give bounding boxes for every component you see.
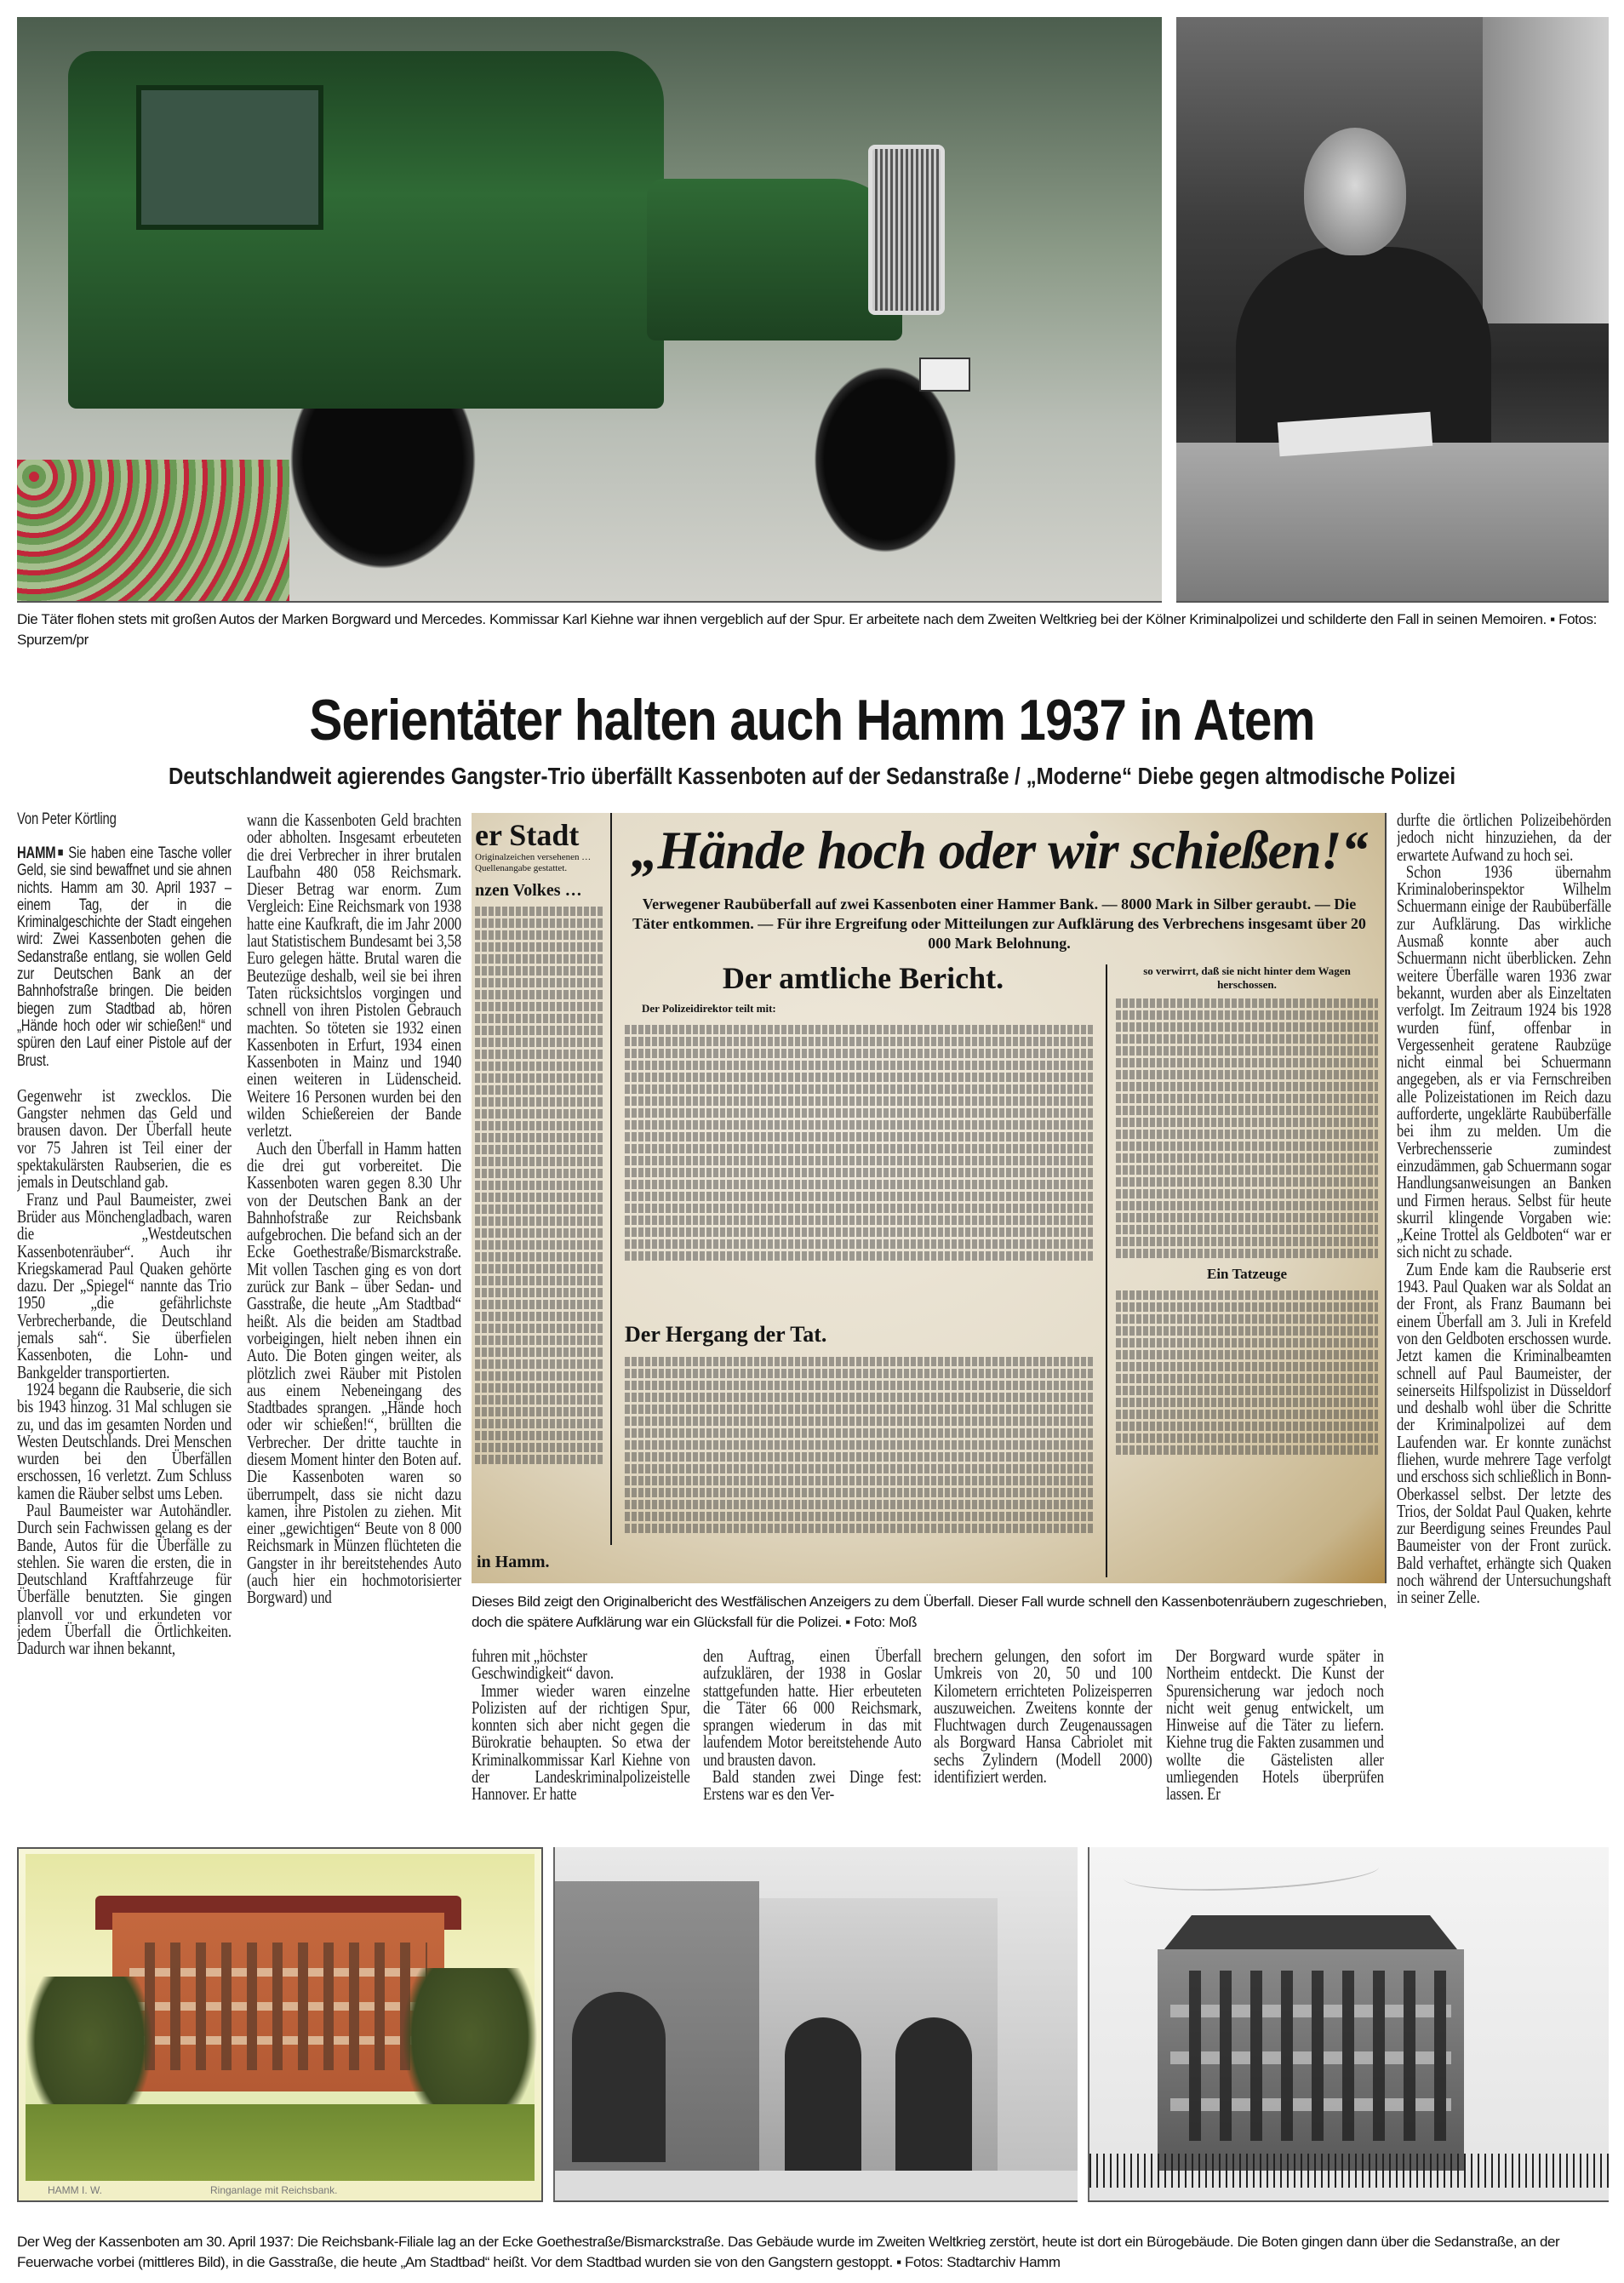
text-column-7: [1397, 811, 1611, 1833]
paragraph: den Auftrag, einen Überfall aufzuklären, der 1938 in Goslar stattgefunden hatte. Hier erbeuteten die Täter 66 000 Reichsmark, sprangen wiederum in das mit laufendem Motor bereitstehende Auto und brausten davon.: [703, 1647, 922, 1770]
car-window: [136, 85, 323, 230]
dateline: HAMM: [17, 844, 56, 862]
paragraph: brechern gelungen, den sofort im Umkreis von 20, 50 und 100 Kilometern errichteten Polizeisperren auszuweichen. Zweitens konnte der Fluchtwagen durch Zeugenaussagen als Borgward Hansa Cabriolet mit sechs Zylindern (Modell 2000) identifiziert werden.: [934, 1647, 1152, 1788]
text-column-5: [934, 1647, 1152, 1833]
clipping-left-column: [472, 813, 612, 1545]
lead-paragraph: [17, 845, 232, 1070]
text-column-6: [1166, 1647, 1384, 1833]
vintage-car-photo: [17, 17, 1162, 603]
text-column-2: [247, 811, 461, 1833]
commissioner-portrait-photo: [1176, 17, 1609, 603]
clipping-right-lead: so verwirrt, daß sie nicht hinter dem Wagen herschossen.: [1143, 964, 1351, 991]
paragraph: Gegenwehr ist zwecklos. Die Gangster nehmen das Geld und brausen davon. Der Überfall heute vor 75 Jahren ist Teil einer der spektakulärsten Raubserien, die es jemals in Deutschland gab.: [17, 1084, 232, 1193]
paragraph: wann die Kassenboten Geld brachten oder abholten. Insgesamt erbeuteten die drei Verbrecher in ihrer brutalen Laufbahn 480 058 Reichsmark. Dieser Betrag war enorm. Zum Vergleich: Eine Reichsmark von 1938 hatte eine Kaufkraft, die im Jahr 2000 laut Statistischem Bundesamt bei 3,58 Euro gelegen hätte. Brutal waren die Beutezüge deshalb, weil sie bei ihren Taten rücksichtslos vorgingen und schnell von ihren Pistolen Gebrauch machten. So töteten sie 1932 einen Kassenboten in Erfurt, 1934 einen Kassenboten in Mainz und 1940 einen weiteren in Lüdenscheid. Weitere 16 Personen wurden bei den wilden Schießereien der Bande verletzt.: [247, 811, 461, 1142]
postcard-handwriting-stroke: [1123, 1847, 1380, 1898]
text-column-4: [703, 1647, 922, 1833]
square-bullet-icon: [59, 850, 63, 855]
car-number-plate: [919, 358, 970, 392]
clipping-caption: Dieses Bild zeigt den Originalbericht des Westfälischen Anzeigers zu dem Überfall. Dieser Fall wurde schnell den Kassenbotenräubern zugeschrieben, doch die spätere Aufklärung war ein Glücksfall für die Polizei. ▪ Foto: Moß: [472, 1594, 1387, 1630]
clipping-left-title: er Stadt: [475, 818, 580, 852]
building-archway: [572, 1992, 666, 2162]
top-photo-caption: Die Täter flohen stets mit großen Autos der Marken Borgward und Mercedes. Kommissar Karl Kiehne war ihnen vergeblich auf der Spur. Er arbeitete nach dem Zweiten Weltkrieg bei der Kölner Kriminalpolizei und schilderte den Fall in seinen Memoiren. ▪ Fotos: Spurzem/pr: [17, 611, 1597, 648]
paragraph: Schon 1936 übernahm Kriminaloberinspektor Wilhelm Schuermann einige der Raubüberfälle zur Aufklärung. Das wirkliche Ausmaß konnte aber auch Schuermann nicht überblicken. Zehn weitere Überfälle waren 1936 zwar bekannt, wurden aber als Einzeltaten verfolgt. Im Zeitraum 1924 bis 1928 wurden fünf, offenbar in Vergessenheit geratene Raubzüge nicht einmal bei Schuermann angegeben, als er via Fernschreiben alle Polizeistationen im Reich dazu aufforderte, ungeklärte Raubüberfälle bei ihm zu melden. Um die Verbrechensserie zumindest einzudämmen, gab Schuermann sogar Handlungsanweisungen an Banken und Firmen heraus. Selbst für heute skurril klingende Vorgaben wie: „Keine Trottel als Geldboten“ war er sich nicht zu schade.: [1397, 861, 1611, 1262]
clipping-section-title: Der Hergang der Tat.: [625, 1322, 827, 1347]
reichsbank-postcard-photo: [17, 1847, 543, 2202]
bank-windows: [1170, 1971, 1451, 2141]
flower-bed: [17, 460, 289, 603]
byline: Von Peter Körtling: [17, 811, 117, 828]
clipping-body-text: [625, 1354, 1093, 1576]
paragraph: Der Borgward wurde später in Northeim entdeckt. Die Kunst der Spurensicherung war jedoch noch nicht weit genug entwickelt, um Hinweise auf die Täter zu liefern. Kiehne trug die Fakten zusammen und wollte die Gästelisten aller umliegenden Hotels überprüfen lassen. Er: [1166, 1647, 1384, 1805]
paragraph: durfte die örtlichen Polizeibehörden jedoch nicht hinzuziehen, da der erwartete Aufwand zu hoch sei.: [1397, 811, 1611, 865]
portrait-desk: [1176, 443, 1609, 603]
clipping-section-title: Ein Tatzeuge: [1207, 1266, 1287, 1282]
clipping-right-column: [1106, 964, 1378, 1577]
text-column-3: [472, 1647, 690, 1833]
paragraph: Zum Ende kam die Raubserie erst 1943. Paul Quaken war als Soldat an der Front, als Franz Baumann bei einem Überfall am 3. Juli in Krefeld von den Geldboten erschossen wurde. Jetzt kamen die Kriminalbeamten schnell auf Paul Baumeister, der seinerseits Hilfspolizist in Düsseldorf und deshalb wohl über die Schritte der Kriminalpolizei auf dem Laufenden war. Er konnte zunächst fliehen, wurde mehrere Tage verfolgt und erschoss sich schließlich in Bonn-Oberkassel selbst. Der letzte des Trios, der Soldat Paul Quaken, kehrte zur Beerdigung seines Freundes Paul Baumeister von der Front zurück. Bald verhaftet, erhängte sich Quaken noch während der Untersuchungshaft in seiner Zelle.: [1397, 1258, 1611, 1608]
clipping-left-subtitle: nzen Volkes …: [475, 881, 582, 900]
bottom-photo-caption: Der Weg der Kassenboten am 30. April 1937: Die Reichsbank-Filiale lag an der Ecke Goethestraße/Bismarckstraße. Das Gebäude wurde im Zweiten Weltkrieg zerstört, heute ist dort ein Bürogebäude. Die Boten gingen dann über die Sedanstraße, an der Feuerwache vorbei (mittleres Bild), in die Gasstraße, die heute „Am Stadtbad“ heißt. Vor dem Stadtbad wurden sie von den Gangstern gestoppt. ▪ Fotos: Stadtarchiv Hamm: [17, 2234, 1560, 2270]
postcard-title-label: Ringanlage mit Reichsbank.: [210, 2184, 338, 2196]
article-subheadline: Deutschlandweit agierendes Gangster-Trio überfällt Kassenboten auf der Sedanstraße / „Moderne“ Diebe gegen altmodische Polizei: [168, 763, 1456, 789]
clipping-left-note: Originalzeichen versehenen … Quellenangabe gestattet.: [475, 852, 592, 873]
building-archway: [785, 2017, 861, 2171]
clipping-intro-line: Der Polizeidirektor teilt mit:: [642, 1002, 776, 1015]
bank-fence: [1089, 2154, 1609, 2188]
clipping-deck: Verwegener Raubüberfall auf zwei Kassenboten einer Hammer Bank. — 8000 Mark in Silber geraubt. — Die Täter entkommen. — Für ihre Ergreifung oder Mitteilungen zur Aufklärung des Verbrechens insgesamt über 20 000 Mark Belohnung.: [632, 895, 1366, 952]
reichsbank-windows: [129, 1943, 427, 2070]
fire-station-street-photo: [553, 1847, 1078, 2202]
paragraph: Franz und Paul Baumeister, zwei Brüder aus Mönchengladbach, waren die „Westdeutschen Kassenbotenräuber“. Auch ihr Kriegskamerad Paul Quaken gehörte dazu. Der „Spiegel“ nannte das Trio 1950 „die gefährlichste Verbrecherbande, die Deutschland jemals sah“. Sie überfielen Kassenboten, die Lohn- und Bankgelder transportierten.: [17, 1188, 232, 1382]
building-archway: [895, 2017, 972, 2171]
paragraph: Auch den Überfall in Hamm hatten die drei gut vorbereitet. Die Kassenboten waren gegen 8.30 Uhr von der Deutschen Bank an der Bahnhofstraße zur Reichsbank aufgebrochen. Die befand sich an der Ecke Goethestraße/Bismarckstraße. Mit vollen Taschen ging es von dort zurück zur Bank – über Sedan- und Gasstraße, die heute „Am Stadtbad“ heißt. Als die beiden am Stadtbad vorbeigingen, hielt neben ihnen ein Auto. Die Boten gingen weiter, als plötzlich zwei Räuber mit Pistolen aus einem Nebeneingang des Stadtbades sprangen. „Hände hoch oder wir schießen!“, brüllten die Verbrecher. Der dritte tauchte in diesem Moment hinter den Boten auf. Die Kassenboten waren so überrumpelt, dass sie nicht dazu kamen, ihre Pistolen zu ziehen. Mit einer „gewichtigen“ Beute von 8 000 Reichsmark in Münzen flüchteten die Gangster in ihr bereitstehendes Auto (auch hier ein hochmotorisierter Borgward) und: [247, 1137, 461, 1608]
street: [555, 2171, 1078, 2202]
postcard-city-label: HAMM I. W.: [48, 2184, 102, 2196]
portrait-window: [1483, 17, 1609, 323]
postcard-lawn: [26, 2104, 535, 2181]
lead-text: Sie haben eine Tasche voller Geld, sie sind bewaffnet und sie ahnen nichts. Hamm am 30. April 1937 – einem Tag, der in die Kriminalgeschichte der Stadt eingehen wird: Zwei Kassenboten gehen die Sedanstraße entlang, sie wollen Geld zur Deutschen Bank an der Bahnhofstraße bringen. Die beiden biegen zum Stadtbad ab, hören „Hände hoch oder wir schießen!“ und spüren den Lauf einer Pistole auf der Brust.: [17, 844, 232, 1070]
article-headline: Serientäter halten auch Hamm 1937 in Atem: [309, 688, 1315, 752]
bank-building-photo: [1088, 1847, 1609, 2202]
portrait-head: [1304, 128, 1406, 255]
paragraph: Bald standen zwei Dinge fest: Erstens war es den Ver-: [703, 1766, 922, 1805]
paragraph: Immer wieder waren einzelne Polizisten auf der richtigen Spur, konnten sich aber nicht gegen die Bürokratie behaupten. So etwa der Kriminalkommissar Karl Kiehne von der Landeskriminalpolizeistelle Hannover. Er hatte: [472, 1679, 690, 1805]
car-hood: [647, 179, 902, 340]
paragraph: 1924 begann die Raubserie, die sich bis 1943 hinzog. 31 Mal schlugen sie zu, und das im gesamten Norden und Westen Deutschlands. Drei Menschen wurden bei den Überfällen erschossen, 16 verletzt. Zum Schluss kamen die Räuber selbst ums Leben.: [17, 1378, 232, 1503]
paragraph: fuhren mit „höchster Geschwindigkeit“ davon.: [472, 1647, 614, 1684]
car-grille: [868, 145, 945, 315]
paragraph: Paul Baumeister war Autohändler. Durch sein Fachwissen gelang es der Bande, Autos für die Überfälle zu stehlen. Sie waren die ersten, die in Deutschland Kraftfahrzeuge für Überfälle benutzten. Sie gingen planvoll vor und erkundeten vor jedem Überfall die Örtlichkeiten. Dadurch war ihnen bekannt,: [17, 1499, 232, 1659]
text-column-1: [17, 811, 232, 1833]
clipping-headline: „Hände hoch oder wir schießen!“: [631, 820, 1368, 880]
clipping-section-title: Der amtliche Bericht.: [722, 961, 1004, 995]
clipping-left-footer: in Hamm.: [477, 1553, 550, 1571]
clipping-body-text: [625, 1022, 1093, 1312]
original-newspaper-clipping: [472, 813, 1387, 1583]
